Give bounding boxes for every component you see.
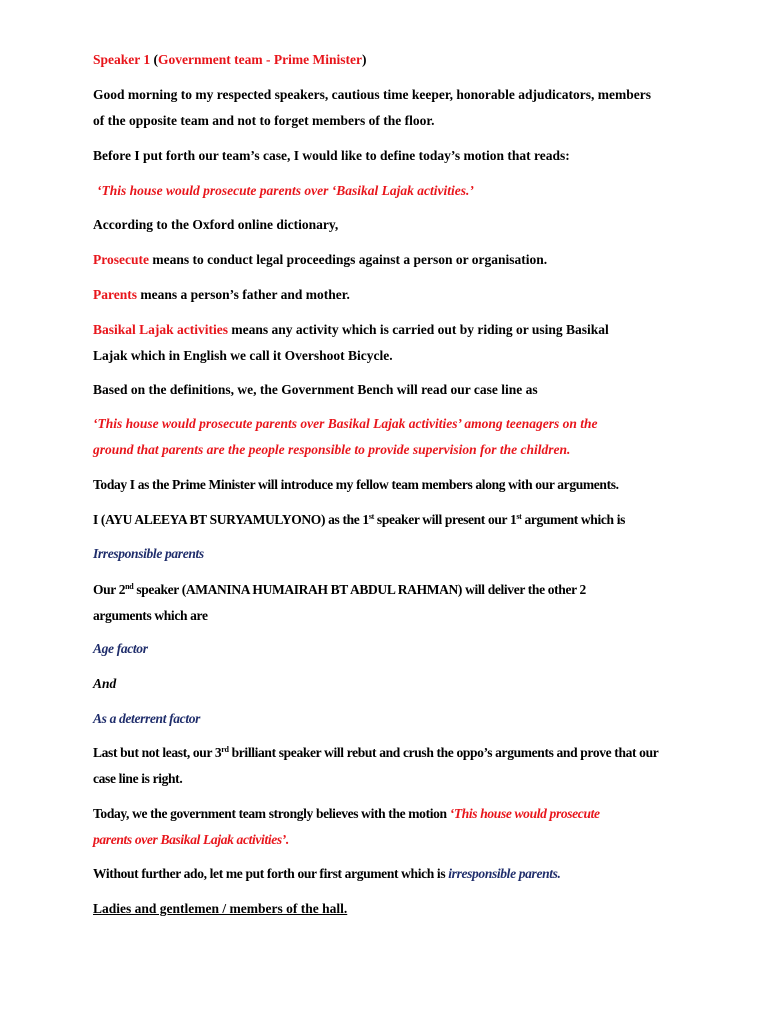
dictionary-intro: According to the Oxford online dictionary, — [93, 217, 339, 232]
definition-prosecute-text: means to conduct legal proceedings against a person or organisation. — [148, 252, 548, 267]
first-speaker-paragraph — [93, 507, 708, 533]
third-speaker-text-a: Last but not least, our 3 — [93, 745, 222, 760]
motion-intro: Before I put forth our team’s case, I would like to define today’s motion that reads: — [93, 148, 570, 163]
definition-parents-text: means a person’s father and mother. — [137, 287, 350, 302]
belief-motion-part-2: parents over Basikal Lajak activities’. — [93, 832, 289, 847]
close-paren: ) — [361, 52, 367, 67]
case-line-intro: Based on the definitions, we, the Government Bench will read our case line as — [93, 382, 538, 397]
second-speaker-text-a: Our 2 — [93, 582, 126, 597]
argument-irresponsible-parents: Irresponsible parents — [93, 546, 204, 561]
sup-nd: nd — [125, 582, 134, 591]
closing-address: Ladies and gentlemen / members of the hall. — [93, 901, 348, 916]
team-label: Government team - Prime Minister — [158, 52, 362, 67]
sup-st-2: st — [516, 512, 522, 521]
first-argument-intro — [93, 861, 708, 887]
second-speaker-text-b: speaker (AMANINA HUMAIRAH BT ABDUL RAHMAN) will deliver the other 2 — [133, 582, 586, 597]
first-speaker-text-a: I (AYU ALEEYA BT SURYAMULYONO) as the 1 — [93, 512, 369, 527]
sup-st-1: st — [368, 512, 374, 521]
second-speaker-paragraph — [93, 577, 708, 629]
and-word: And — [93, 676, 117, 691]
first-speaker-text-c: argument which is — [521, 512, 626, 527]
introduction-paragraph: Today I as the Prime Minister will introduce my fellow team members along with our arguments. — [93, 477, 619, 492]
term-prosecute: Prosecute — [93, 252, 149, 267]
first-argument-name: irresponsible parents. — [448, 866, 561, 881]
case-line-2: ground that parents are the people responsible to provide supervision for the children. — [93, 442, 571, 457]
first-argument-text: Without further ado, let me put forth our first argument which is — [93, 866, 449, 881]
definition-basikal-line-2: Lajak which in English we call it Overshoot Bicycle. — [93, 348, 393, 363]
case-line — [93, 411, 708, 463]
speaker-label: Speaker 1 — [93, 52, 151, 67]
belief-text: Today, we the government team strongly believes with the motion — [93, 806, 450, 821]
definition-basikal-lajak — [93, 317, 708, 369]
greeting-line-2: of the opposite team and not to forget members of the floor. — [93, 113, 435, 128]
motion-quote: ‘This house would prosecute parents over ‘Basikal Lajak activities.’ — [97, 183, 474, 198]
term-basikal-lajak: Basikal Lajak activities — [93, 322, 229, 337]
speaker-heading — [93, 47, 708, 73]
sup-rd: rd — [221, 745, 229, 754]
belief-motion-part-1: ‘This house would prosecute — [449, 806, 600, 821]
second-speaker-line-2: arguments which are — [93, 608, 208, 623]
third-speaker-text-b: brilliant speaker will rebut and crush the oppo’s arguments and prove that our — [228, 745, 659, 760]
open-paren: ( — [150, 52, 159, 67]
definition-parents — [93, 282, 708, 308]
third-speaker-line-2: case line is right. — [93, 771, 183, 786]
greeting-line-1: Good morning to my respected speakers, cautious time keeper, honorable adjudicators, members — [93, 87, 651, 102]
greeting-paragraph — [93, 82, 708, 134]
belief-paragraph — [93, 801, 708, 853]
definition-prosecute — [93, 247, 708, 273]
argument-deterrent-factor: As a deterrent factor — [93, 711, 201, 726]
first-speaker-text-b: speaker will present our 1 — [373, 512, 517, 527]
case-line-1: ‘This house would prosecute parents over Basikal Lajak activities’ among teenagers on the — [93, 416, 598, 431]
definition-basikal-text: means any activity which is carried out by riding or using Basikal — [228, 322, 609, 337]
term-parents: Parents — [93, 287, 137, 302]
argument-age-factor: Age factor — [93, 641, 148, 656]
third-speaker-paragraph — [93, 740, 708, 792]
